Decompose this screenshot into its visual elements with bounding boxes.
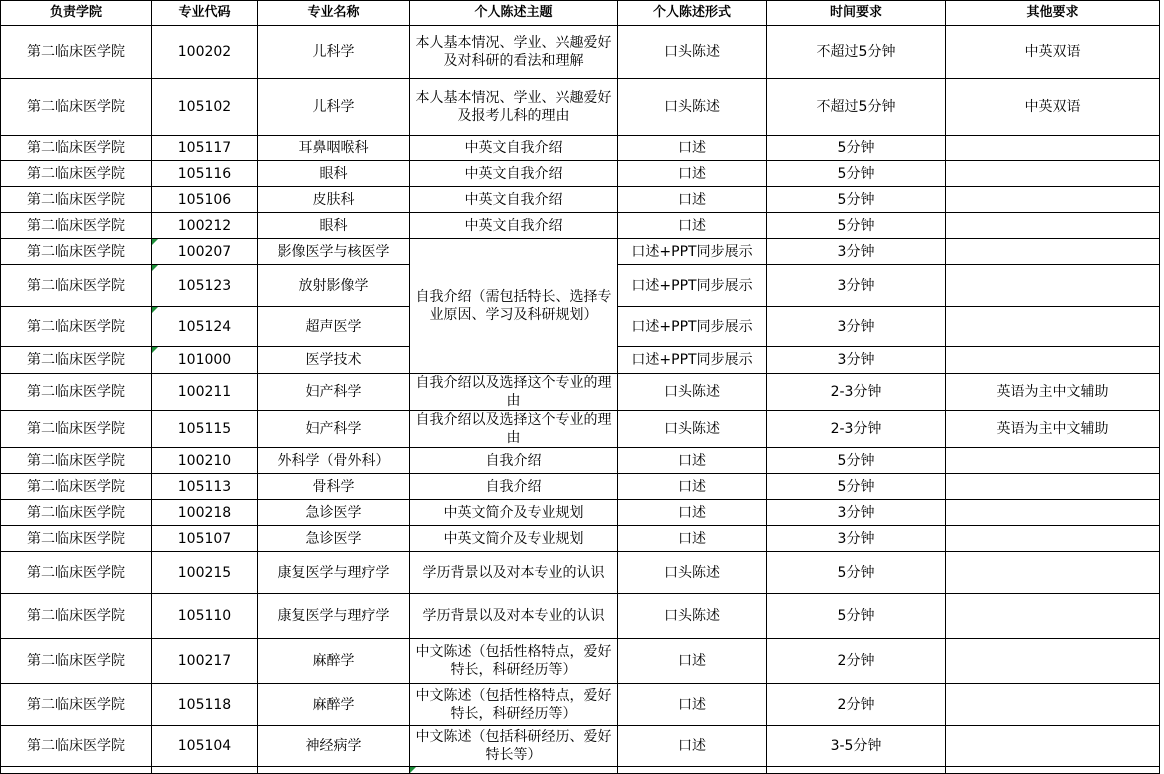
- cell-topic-text: 中文陈述（包括科研经历、爱好特长等）: [415, 729, 612, 763]
- comment-marker-icon: [152, 307, 158, 313]
- cell-time[interactable]: 不超过5分钟: [767, 79, 946, 136]
- table-row: [1, 500, 1160, 526]
- cell-topic[interactable]: [410, 639, 618, 684]
- table-row: [1, 448, 1160, 474]
- cell-time[interactable]: 不超过5分钟: [767, 26, 946, 79]
- cell-other[interactable]: 英语为主中文辅助: [946, 374, 1160, 411]
- cell-code[interactable]: [152, 265, 258, 307]
- cell-college[interactable]: 第二临床医学院: [1, 552, 152, 594]
- cell-form[interactable]: 口头陈述: [618, 411, 767, 448]
- cell-major[interactable]: 放射影像学: [258, 265, 410, 307]
- cell-topic[interactable]: 自我介绍: [410, 448, 618, 474]
- table-row: [1, 26, 1160, 79]
- table-row: [1, 411, 1160, 448]
- cell-form[interactable]: 口头陈述: [618, 79, 767, 136]
- cell-topic[interactable]: 学历背景以及对本专业的认识: [410, 594, 618, 639]
- cell-time[interactable]: 5分钟: [767, 448, 946, 474]
- cell-time[interactable]: 3分钟: [767, 347, 946, 374]
- table-row: [1, 526, 1160, 552]
- table-row: [1, 239, 1160, 265]
- cell-college[interactable]: 第二临床医学院: [1, 213, 152, 239]
- cell-code[interactable]: 100210: [152, 448, 258, 474]
- cell-college[interactable]: 第二临床医学院: [1, 684, 152, 726]
- cell-form[interactable]: 口述: [618, 639, 767, 684]
- cell-time[interactable]: 3分钟: [767, 265, 946, 307]
- cell-major[interactable]: 麻醉学: [258, 639, 410, 684]
- cell-topic[interactable]: [410, 26, 618, 79]
- cell-major[interactable]: 超声医学: [258, 307, 410, 347]
- cell-major[interactable]: 眼科: [258, 161, 410, 187]
- cell-major[interactable]: 麻醉学: [258, 684, 410, 726]
- cell-form[interactable]: 口述: [618, 526, 767, 552]
- cell-form[interactable]: 口述+PPT同步展示: [618, 307, 767, 347]
- cell-other[interactable]: [946, 347, 1160, 374]
- header-time: 时间要求: [767, 1, 946, 26]
- cell-topic[interactable]: 中英文自我介绍: [410, 136, 618, 161]
- cell-college[interactable]: 第二临床医学院: [1, 239, 152, 265]
- cell-major[interactable]: 急诊医学: [258, 500, 410, 526]
- cell-time[interactable]: 3分钟: [767, 526, 946, 552]
- cell-form[interactable]: 口述: [618, 684, 767, 726]
- cell-topic-text: 中文陈述（包括性格特点，爱好特长，科研经历等）: [415, 687, 612, 722]
- cell-major[interactable]: 急诊医学: [258, 526, 410, 552]
- cell-major[interactable]: 妇产科学: [258, 374, 410, 411]
- cell-other[interactable]: 英语为主中文辅助: [946, 411, 1160, 448]
- cell-topic[interactable]: 学历背景以及对本专业的认识: [410, 552, 618, 594]
- cell-other[interactable]: [946, 526, 1160, 552]
- cell-code-text: 101000: [177, 352, 232, 368]
- cell-topic-text: 自我介绍以及选择这个专业的理由: [415, 375, 612, 409]
- cell-form[interactable]: 口述: [618, 726, 767, 767]
- cell-form[interactable]: 口头陈述: [618, 26, 767, 79]
- cell-code[interactable]: [152, 307, 258, 347]
- cell-code[interactable]: 100212: [152, 213, 258, 239]
- cell-other[interactable]: [946, 136, 1160, 161]
- cell-topic-text: 自我介绍（需包括特长、选择专业原因、学习及科研规划）: [415, 289, 612, 323]
- cell-other[interactable]: [946, 307, 1160, 347]
- cell-topic[interactable]: [410, 411, 618, 448]
- table-row: [1, 79, 1160, 136]
- cell-college[interactable]: 第二临床医学院: [1, 726, 152, 767]
- cell-code[interactable]: 105102: [152, 79, 258, 136]
- cell-other[interactable]: [946, 594, 1160, 639]
- cell-topic[interactable]: 中英文简介及专业规划: [410, 500, 618, 526]
- cell-college[interactable]: 第二临床医学院: [1, 374, 152, 411]
- cell-topic[interactable]: 中英文简介及专业规划: [410, 526, 618, 552]
- cell-topic[interactable]: [410, 374, 618, 411]
- cell-other[interactable]: 中英双语: [946, 79, 1160, 136]
- cell-code[interactable]: 105107: [152, 526, 258, 552]
- cell-time[interactable]: 5分钟: [767, 161, 946, 187]
- cell-college[interactable]: 第二临床医学院: [1, 26, 152, 79]
- cell-topic[interactable]: [410, 79, 618, 136]
- cell-empty: [152, 767, 258, 774]
- header-code: 专业代码: [152, 1, 258, 26]
- cell-topic[interactable]: 自我介绍: [410, 474, 618, 500]
- cell-college[interactable]: 第二临床医学院: [1, 161, 152, 187]
- cell-college[interactable]: 第二临床医学院: [1, 265, 152, 307]
- header-college: 负责学院: [1, 1, 152, 26]
- cell-code[interactable]: 100215: [152, 552, 258, 594]
- cell-college[interactable]: 第二临床医学院: [1, 448, 152, 474]
- cell-major[interactable]: 影像医学与核医学: [258, 239, 410, 265]
- cell-topic[interactable]: 中英文自我介绍: [410, 187, 618, 213]
- cell-empty: [946, 767, 1160, 774]
- cell-other[interactable]: [946, 161, 1160, 187]
- cell-college[interactable]: 第二临床医学院: [1, 307, 152, 347]
- cell-form[interactable]: 口头陈述: [618, 594, 767, 639]
- cell-college[interactable]: 第二临床医学院: [1, 526, 152, 552]
- cell-form[interactable]: 口述+PPT同步展示: [618, 239, 767, 265]
- cell-time[interactable]: 2分钟: [767, 684, 946, 726]
- header-major: 专业名称: [258, 1, 410, 26]
- cell-time[interactable]: 2-3分钟: [767, 411, 946, 448]
- cell-college[interactable]: 第二临床医学院: [1, 187, 152, 213]
- table-row: [1, 136, 1160, 161]
- table-row: [1, 726, 1160, 767]
- table-row: [1, 684, 1160, 726]
- cell-major[interactable]: 眼科: [258, 213, 410, 239]
- cell-college[interactable]: 第二临床医学院: [1, 347, 152, 374]
- cell-other[interactable]: [946, 726, 1160, 767]
- table-row: [1, 594, 1160, 639]
- comment-marker-icon: [152, 347, 158, 353]
- cell-major[interactable]: 儿科学: [258, 26, 410, 79]
- cell-code-text: 105124: [177, 318, 232, 335]
- cell-time[interactable]: 2分钟: [767, 639, 946, 684]
- cell-time[interactable]: 5分钟: [767, 594, 946, 639]
- cell-form[interactable]: 口述: [618, 136, 767, 161]
- cell-time[interactable]: 3分钟: [767, 239, 946, 265]
- cell-form[interactable]: 口述: [618, 187, 767, 213]
- cell-other[interactable]: [946, 448, 1160, 474]
- cell-other[interactable]: 中英双语: [946, 26, 1160, 79]
- cell-college[interactable]: 第二临床医学院: [1, 639, 152, 684]
- table-row: [1, 213, 1160, 239]
- cell-form[interactable]: 口述+PPT同步展示: [618, 265, 767, 307]
- cell-empty: [767, 767, 946, 774]
- cell-empty: [618, 767, 767, 774]
- cell-college[interactable]: 第二临床医学院: [1, 136, 152, 161]
- cell-code[interactable]: [152, 347, 258, 374]
- cell-major[interactable]: 医学技术: [258, 347, 410, 374]
- cell-major[interactable]: 骨科学: [258, 474, 410, 500]
- cell-code[interactable]: 105118: [152, 684, 258, 726]
- cell-topic-text: 本人基本情况、学业、兴趣爱好及报考儿科的理由: [415, 90, 612, 124]
- cell-major[interactable]: 耳鼻咽喉科: [258, 136, 410, 161]
- cell-topic[interactable]: 中英文自我介绍: [410, 213, 618, 239]
- cell-form[interactable]: 口述: [618, 500, 767, 526]
- cell-time[interactable]: 2-3分钟: [767, 374, 946, 411]
- cell-code[interactable]: 100211: [152, 374, 258, 411]
- cell-form[interactable]: 口述: [618, 474, 767, 500]
- cell-code[interactable]: 105117: [152, 136, 258, 161]
- cell-code[interactable]: 105116: [152, 161, 258, 187]
- comment-marker-icon: [152, 239, 158, 245]
- cell-other[interactable]: [946, 500, 1160, 526]
- cell-time[interactable]: 5分钟: [767, 136, 946, 161]
- cell-other[interactable]: [946, 187, 1160, 213]
- cell-college[interactable]: 第二临床医学院: [1, 500, 152, 526]
- cell-form[interactable]: 口述: [618, 213, 767, 239]
- cell-other[interactable]: [946, 639, 1160, 684]
- cell-topic[interactable]: 中英文自我介绍: [410, 161, 618, 187]
- table-row: [1, 374, 1160, 411]
- cell-time[interactable]: 3分钟: [767, 307, 946, 347]
- cell-other[interactable]: [946, 474, 1160, 500]
- cell-code-text: 100207: [177, 243, 232, 260]
- table-row: [1, 161, 1160, 187]
- cell-major[interactable]: 康复医学与理疗学: [258, 594, 410, 639]
- cell-code[interactable]: 100202: [152, 26, 258, 79]
- cell-major[interactable]: 妇产科学: [258, 411, 410, 448]
- cell-code[interactable]: 105106: [152, 187, 258, 213]
- cell-other[interactable]: [946, 239, 1160, 265]
- table-row: [1, 552, 1160, 594]
- cell-code[interactable]: 100217: [152, 639, 258, 684]
- cell-form[interactable]: 口头陈述: [618, 374, 767, 411]
- cell-empty: [410, 767, 618, 774]
- cell-time[interactable]: 5分钟: [767, 552, 946, 594]
- cell-code[interactable]: [152, 239, 258, 265]
- cell-form[interactable]: 口头陈述: [618, 552, 767, 594]
- cell-college[interactable]: 第二临床医学院: [1, 79, 152, 136]
- table-row: [1, 187, 1160, 213]
- cell-empty: [258, 767, 410, 774]
- cell-time[interactable]: 5分钟: [767, 213, 946, 239]
- header-other: 其他要求: [946, 1, 1160, 26]
- cell-topic-merged[interactable]: [410, 239, 618, 374]
- cell-other[interactable]: [946, 684, 1160, 726]
- cell-other[interactable]: [946, 265, 1160, 307]
- header-topic: 个人陈述主题: [410, 1, 618, 26]
- cell-major[interactable]: 外科学（骨外科）: [258, 448, 410, 474]
- cell-empty: [1, 767, 152, 774]
- cell-topic-text: 本人基本情况、学业、兴趣爱好及对科研的看法和理解: [415, 35, 612, 69]
- table-row-partial: [1, 767, 1160, 774]
- cell-time[interactable]: 5分钟: [767, 474, 946, 500]
- cell-major[interactable]: 神经病学: [258, 726, 410, 767]
- header-row: [1, 1, 1160, 26]
- cell-code[interactable]: 105110: [152, 594, 258, 639]
- cell-other[interactable]: [946, 552, 1160, 594]
- cell-code[interactable]: 105115: [152, 411, 258, 448]
- cell-topic-text: 中文陈述（包括性格特点，爱好特长，科研经历等）: [415, 644, 612, 678]
- cell-code[interactable]: 105104: [152, 726, 258, 767]
- cell-code[interactable]: 105113: [152, 474, 258, 500]
- cell-topic[interactable]: [410, 726, 618, 767]
- cell-topic-text: 自我介绍以及选择这个专业的理由: [415, 412, 612, 446]
- cell-major[interactable]: 皮肤科: [258, 187, 410, 213]
- cell-form[interactable]: 口述: [618, 448, 767, 474]
- cell-time[interactable]: 3分钟: [767, 500, 946, 526]
- cell-college[interactable]: 第二临床医学院: [1, 411, 152, 448]
- cell-form[interactable]: 口述: [618, 161, 767, 187]
- table-row: [1, 474, 1160, 500]
- cell-form[interactable]: 口述+PPT同步展示: [618, 347, 767, 374]
- cell-time[interactable]: 3-5分钟: [767, 726, 946, 767]
- cell-college[interactable]: 第二临床医学院: [1, 594, 152, 639]
- cell-code-text: 105123: [177, 277, 232, 294]
- comment-marker-icon: [152, 265, 158, 271]
- header-form: 个人陈述形式: [618, 1, 767, 26]
- comment-marker-icon: [410, 767, 416, 773]
- cell-topic[interactable]: [410, 684, 618, 726]
- cell-major[interactable]: 康复医学与理疗学: [258, 552, 410, 594]
- cell-code[interactable]: 100218: [152, 500, 258, 526]
- cell-time[interactable]: 5分钟: [767, 187, 946, 213]
- table-row: [1, 639, 1160, 684]
- cell-major[interactable]: 儿科学: [258, 79, 410, 136]
- cell-other[interactable]: [946, 213, 1160, 239]
- cell-college[interactable]: 第二临床医学院: [1, 474, 152, 500]
